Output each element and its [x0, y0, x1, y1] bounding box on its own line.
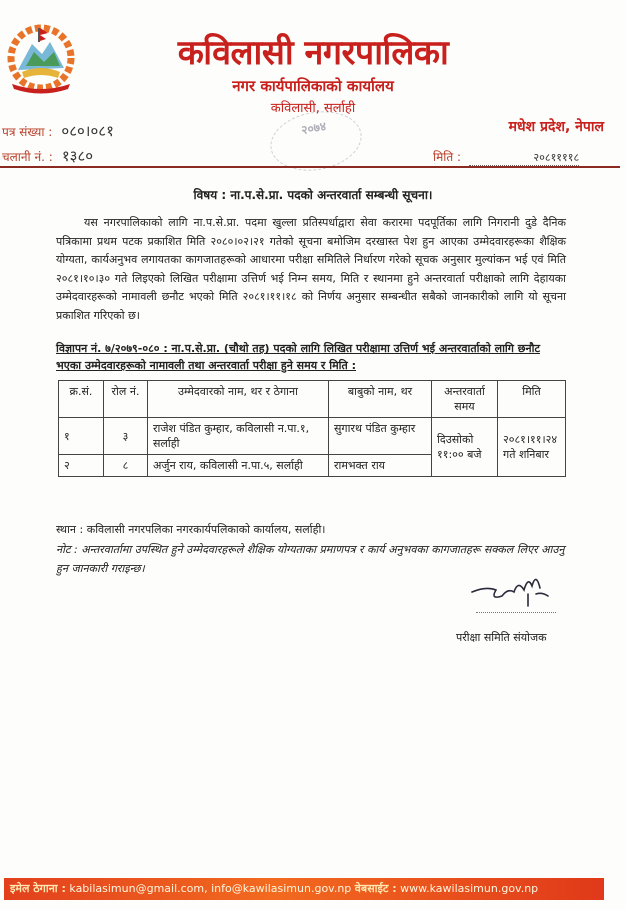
cell-candidate: अर्जुन राय, कविलासी न.पा.५, सर्लाही [148, 455, 329, 477]
venue-text: स्थान : कविलासी नगरपलिका नगरकार्यपलिकाको कार्यालय, सर्लाही। [56, 523, 326, 536]
cell-candidate: राजेश पंडित कुम्हार, कविलासी न.पा.१, सर्लाही [148, 418, 329, 455]
office-subtitle: नगर कार्यपालिकाको कार्यालय [232, 77, 394, 95]
cell-serial: १ [59, 418, 104, 455]
col-father: बाबुको नाम, थर [329, 381, 432, 418]
letter-number-value: ०८०।०८१ [61, 122, 114, 140]
province-label: मधेश प्रदेश, नेपाल [508, 119, 604, 135]
letter-date [433, 146, 593, 166]
stamp-year: २०७४ [300, 119, 328, 138]
signature-line [476, 612, 556, 613]
col-date: मिति [498, 381, 566, 418]
email-label: इमेल ठेगाना : [10, 882, 66, 895]
cell-interview-date: २०८१।११।२४ गते शनिबार [498, 418, 566, 477]
table-row [59, 418, 566, 455]
office-location: कविलासी, सर्लाही [270, 101, 356, 116]
cell-father: रामभक्त राय [329, 455, 432, 477]
dispatch-number [2, 146, 93, 166]
email-addresses[interactable]: kabilasimun@gmail.com, info@kawilasimun.gov.np [69, 882, 352, 895]
cell-roll: ३ [104, 418, 148, 455]
col-interview-time: अन्तरवार्ता समय [432, 381, 498, 418]
notice-body: यस नगरपालिकाको लागि ना.प.से.प्रा. पदमा खुल्ला प्रतिस्पर्धाद्वारा सेवा करारमा पदपूर्तिका लागि निगरानी दुडे दैनिक पत्रिकामा प्रथम पटक प्रकाशित मिति २०८०।०२।२१ गतेको सूचना बमोजिम दरखास्त पेश हुन आएका उम्मेदवारहरूका शैक्षिक योग्यता, कार्यअनुभव लगायतका कागजातहरूको आधारमा परीक्षा समितिले निर्धारण गरेको सूचक अनुसार मुल्यांकन भई एवं मिति २०८१।१०।३० गते लिइएको लिखित परीक्षामा उत्तिर्ण भई निम्न समय, मिति र स्थानमा हुने अन्तरवार्ता परीक्षाको लागि देहायका उम्मेदवारहरूको नामावली छनौट भएको मिति २०८१।११।१८ को निर्णय अनुसार सम्बन्धीत सबैको जानकारीको लागि यो सूचना प्रकाशित गरिएको छ। [56, 216, 566, 322]
cell-father: सुगारथ पंडित कुम्हार [329, 418, 432, 455]
contact-bar [4, 878, 604, 900]
col-serial: क्र.सं. [59, 381, 104, 418]
date-value: २०८११११८ [469, 150, 579, 166]
signer-title: परीक्षा समिति संयोजक [456, 631, 547, 644]
col-candidate: उम्मेदवारको नाम, थर र ठेगाना [148, 381, 329, 418]
signature-icon [466, 566, 556, 610]
letter-number [2, 121, 114, 141]
letter-number-label: पत्र संख्या : [2, 125, 53, 139]
candidates-table [58, 380, 566, 477]
cell-serial: २ [59, 455, 104, 477]
col-roll: रोल नं. [104, 381, 148, 418]
municipality-title: कविलासी नगरपालिका [177, 33, 449, 73]
cell-roll: ८ [104, 455, 148, 477]
header-divider [0, 166, 620, 168]
table-header-row [59, 381, 566, 418]
advertisement-heading: विज्ञापन नं. ७/२०७९-०८० : ना.प.से.प्रा. (चौथो तह) पदको लागि लिखित परीक्षामा उत्तिर्ण भई अन्तरवार्ताको लागि छनौट भएका उम्मेदवारहरूको नामावली तथा अन्तरवार्ता परीक्षा हुने समय र मिति : [56, 342, 541, 372]
website-label: वेबसाईट : [354, 882, 397, 895]
note-text: नोट : अन्तरवार्तामा उपस्थित हुने उम्मेदवारहरूले शैक्षिक योग्यताका प्रमाणपत्र र कार्य अनुभवका कागजातहरू सक्कल लिएर आउनु हुन जानकारी गराइन्छ। [56, 543, 565, 575]
dispatch-number-label: चलानी नं. : [2, 150, 53, 164]
website-link[interactable]: www.kawilasimun.gov.np [400, 882, 539, 895]
cell-interview-time: दिउसोको ११:०० बजे [432, 418, 498, 477]
notice-subject: विषय : ना.प.से.प्रा. पदको अन्तरवार्ता सम्बन्धी सूचना। [193, 188, 433, 202]
dispatch-number-value: १३८० [61, 147, 94, 165]
date-label: मिति : [433, 150, 462, 164]
